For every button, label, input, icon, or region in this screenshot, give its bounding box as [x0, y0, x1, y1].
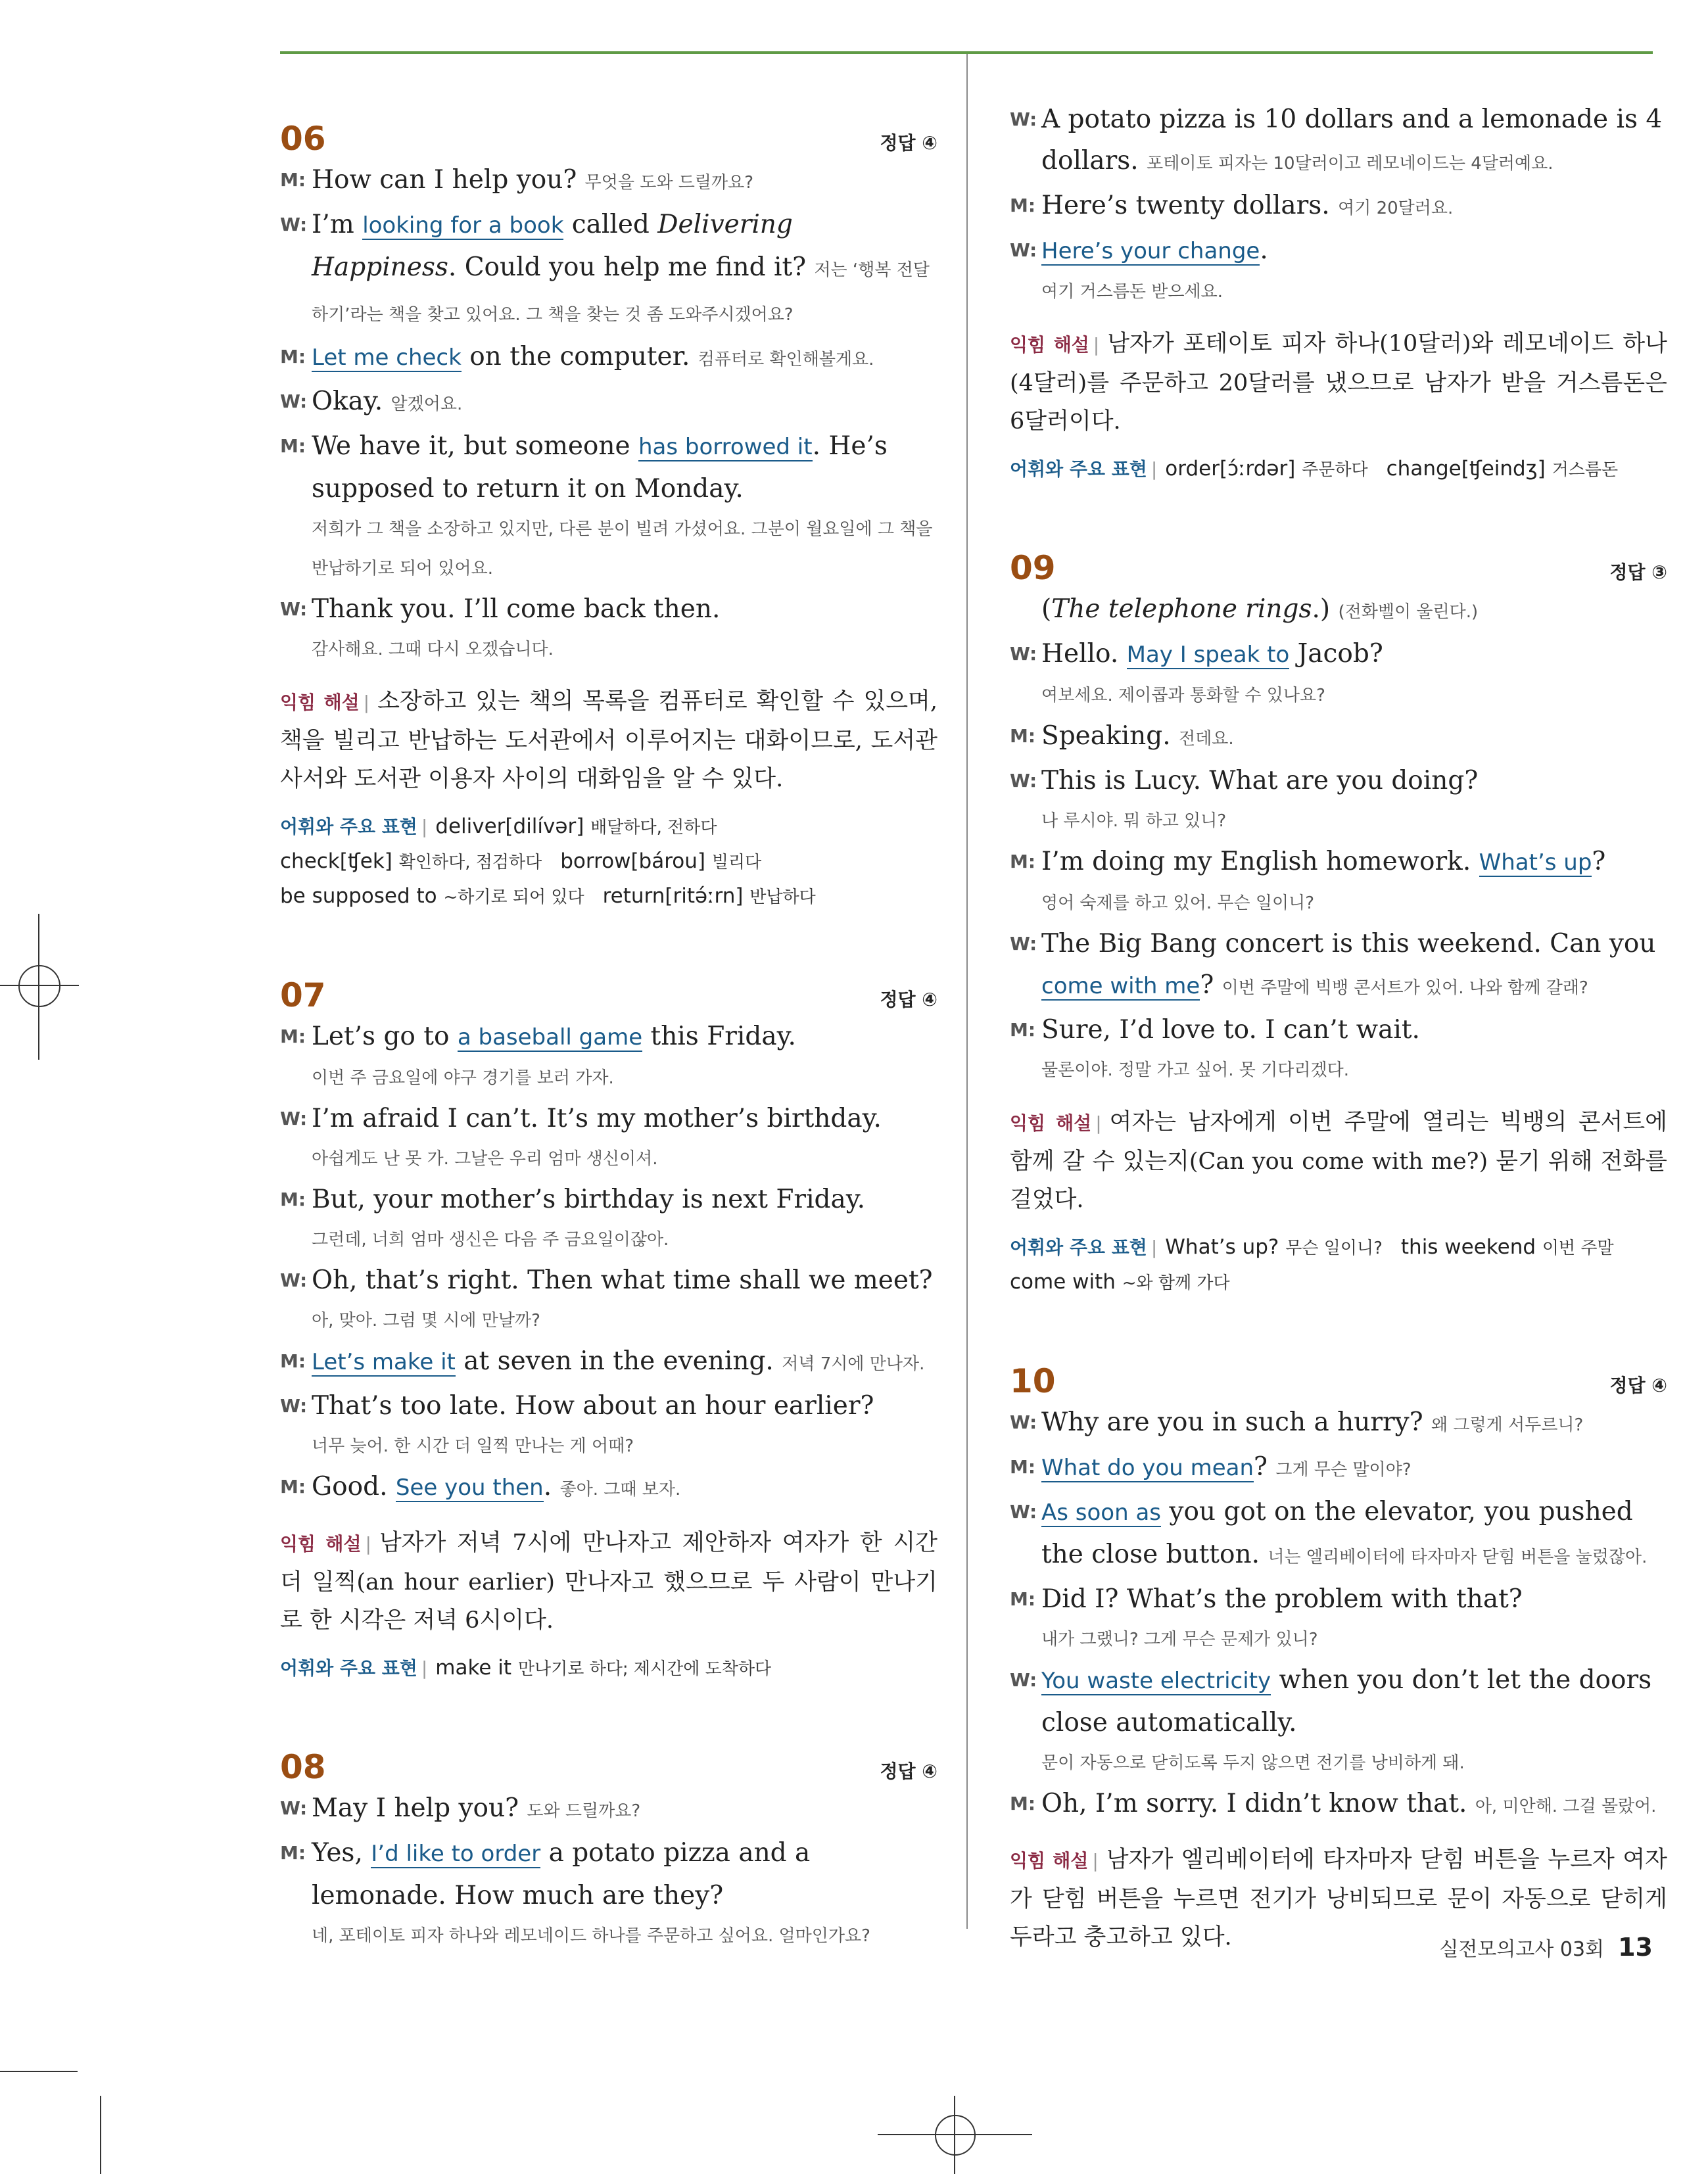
vocab-word: What’s up? [1165, 1235, 1279, 1259]
vocab-word: be supposed to [280, 884, 437, 908]
vocab-word: change[ʧeindʒ] [1386, 457, 1546, 481]
dialogue-text: . [543, 1472, 560, 1501]
italic-title: Delivering Happiness [312, 210, 793, 282]
dialogue-line [1010, 1446, 1667, 1491]
speaker-label: W: [1010, 1669, 1037, 1691]
korean-translation: 전데요. [1179, 729, 1234, 749]
vocab-gloss: 빌리다 [711, 853, 762, 872]
speaker-label: M: [1010, 1588, 1036, 1610]
dialogue-text: Did I? What’s the problem with that? [1041, 1584, 1523, 1614]
explanation [1010, 325, 1667, 440]
separator: | [1093, 334, 1100, 356]
vocab-word: borrow[bárou] [560, 849, 705, 873]
dialogue-text: Oh, that’s right. Then what time shall we meet? [312, 1265, 933, 1295]
speaker-label: W: [280, 1108, 308, 1129]
vocab-gloss: ~와 함께 가다 [1122, 1273, 1230, 1293]
question-number: 08 [280, 1748, 326, 1786]
speaker-label: M: [280, 1350, 306, 1372]
korean-translation: 문이 자동으로 닫히도록 두지 않으면 전기를 낭비하게 돼. [1041, 1753, 1465, 1773]
speaker-label: W: [1010, 643, 1037, 665]
speaker-label: M: [1010, 851, 1036, 872]
dialogue-line [1010, 1491, 1667, 1578]
korean-translation: 너무 늦어. 한 시간 더 일찍 만나는 게 어때? [312, 1436, 634, 1456]
dialogue-text: I’m doing my English homework. [1041, 847, 1479, 876]
dialogue-text: . [1260, 235, 1268, 265]
korean-translation: 나 루시야. 뭐 하고 있니? [1041, 811, 1227, 831]
dialogue-line [280, 425, 937, 509]
key-expression: Here’s your change [1041, 238, 1260, 264]
speaker-label: M: [1010, 1793, 1036, 1814]
vocab-item [1387, 452, 1618, 487]
speaker-label: W: [1010, 239, 1037, 261]
vocab-word: come with [1010, 1270, 1116, 1294]
dialogue-text: Speaking. [1041, 721, 1179, 751]
question-number: 09 [1010, 549, 1056, 587]
speaker-label: M: [1010, 195, 1036, 216]
answer-label: 정답 ④ [880, 132, 937, 154]
dialogue-line [1010, 715, 1667, 760]
vocab-gloss: 주문하다 [1302, 460, 1368, 480]
dialogue-line [280, 1832, 937, 1916]
dialogue-line [280, 159, 937, 204]
vocab-item [1010, 1265, 1230, 1300]
right-column [1010, 99, 1667, 1997]
korean-translation: 내가 그랬니? 그게 무슨 문제가 있니? [1041, 1630, 1318, 1649]
page-number: 13 [1618, 1933, 1653, 1962]
korean-translation: 저희가 그 책을 소장하고 있지만, 다른 분이 빌려 가셨어요. 그분이 월요일에 그 책을 반납하기로 되어 있어요. [312, 519, 933, 579]
explanation-label: 익힘 해설 [1010, 334, 1089, 356]
korean-translation: 알겠어요. [391, 394, 463, 414]
dialogue-line [1010, 633, 1667, 676]
vocabulary-box [280, 1651, 937, 1686]
speaker-label: M: [280, 1026, 306, 1047]
korean-translation: 여기 20달러요. [1338, 199, 1454, 218]
dialogue-line [280, 1787, 937, 1832]
key-expression: I’d like to order [371, 1841, 541, 1867]
separator: | [365, 1533, 371, 1555]
dialogue-text: you got on the elevator, you pushed the close button. [1041, 1497, 1633, 1569]
dialogue-text: . Could you help me find it? [448, 252, 815, 282]
vocab-item [435, 1651, 771, 1686]
dialogue-line [1010, 229, 1667, 272]
dialogue-text: a potato pizza and a lemonade. How much are they? [312, 1838, 811, 1910]
vocab-gloss: 거스름돈 [1552, 460, 1619, 480]
speaker-label: W: [280, 390, 308, 412]
dialogue-text: How can I help you? [312, 165, 585, 195]
dialogue-line [280, 1098, 937, 1139]
vocab-gloss: 배달하다, 전하다 [590, 818, 717, 838]
dialogue-text: Here’s twenty dollars. [1041, 191, 1339, 220]
explanation-text: 남자가 저녁 7시에 만나자고 제안하자 여자가 한 시간 더 일찍(an hour earlier) 만나자고 했으므로 두 사람이 만나기로 한 시각은 저녁 6시이다. [280, 1530, 937, 1634]
vocab-item [1165, 452, 1367, 487]
korean-translation: 컴퓨터로 확인해볼게요. [698, 350, 874, 369]
dialogue-line [280, 336, 937, 381]
question-number: 06 [280, 120, 326, 158]
stage-direction [1010, 588, 1667, 633]
korean-translation: 이번 주말에 빅뱅 콘서트가 있어. 나와 함께 갈래? [1222, 978, 1588, 998]
explanation-label: 익힘 해설 [1010, 1112, 1092, 1134]
dialogue-line [1010, 1659, 1667, 1743]
vocab-item [435, 810, 717, 845]
dialogue-text: on the computer. [461, 342, 698, 371]
question-number: 07 [280, 976, 326, 1014]
dialogue-line [280, 1260, 937, 1301]
key-expression: a baseball game [457, 1024, 643, 1051]
section-header [280, 1727, 937, 1784]
korean-translation: 그런데, 너희 엄마 생신은 다음 주 금요일이잖아. [312, 1230, 669, 1250]
dialogue-line [1010, 760, 1667, 801]
speaker-label: W: [280, 598, 308, 620]
explanation-label: 익힘 해설 [280, 1533, 362, 1555]
vocab-item [280, 845, 542, 880]
korean-translation: 너는 엘리베이터에 타자마자 닫힘 버튼을 눌렀잖아. [1268, 1548, 1648, 1567]
registration-mark [935, 2115, 976, 2156]
korean-translation: 저녁 7시에 만나자. [782, 1354, 925, 1374]
separator: | [421, 1657, 428, 1679]
section-header [1010, 528, 1667, 587]
question-number: 10 [1010, 1362, 1056, 1400]
korean-translation: 네, 포테이토 피자 하나와 레모네이드 하나를 주문하고 싶어요. 얼마인가요? [312, 1926, 870, 1946]
dialogue-line [280, 1385, 937, 1427]
dialogue-line [280, 1179, 937, 1220]
answer-label: 정답 ③ [1609, 561, 1667, 583]
korean-translation: 아, 미안해. 그걸 몰랐어. [1475, 1797, 1657, 1816]
vocab-item [1401, 1231, 1614, 1265]
explanation-text: 남자가 엘리베이터에 타자마자 닫힘 버튼을 누르자 여자가 닫힘 버튼을 누르면 전기가 낭비되므로 문이 자동으로 닫히게 두라고 충고하고 있다. [1010, 1847, 1667, 1950]
explanation-label: 익힘 해설 [1010, 1850, 1089, 1872]
speaker-label: W: [1010, 1411, 1037, 1433]
key-expression: See you then [395, 1475, 544, 1501]
dialogue-text: Sure, I’d love to. I can’t wait. [1041, 1015, 1420, 1045]
speaker-label: W: [280, 1269, 308, 1291]
key-expression: come with me [1041, 973, 1200, 999]
dialogue-text: ( [1041, 594, 1052, 624]
vocab-word: make it [435, 1656, 512, 1680]
vocab-gloss: 확인하다, 점검하다 [398, 853, 542, 872]
korean-translation: 아, 맞아. 그럼 몇 시에 만날까? [312, 1311, 540, 1331]
speaker-label: M: [280, 435, 306, 457]
korean-translation: 여기 거스름돈 받으세요. [1041, 282, 1223, 302]
vocab-word: check[ʧek] [280, 849, 392, 873]
korean-translation: 물론이야. 정말 가고 싶어. 못 기다리겠다. [1041, 1060, 1349, 1080]
dialogue-text: ? [1254, 1452, 1276, 1482]
dialogue-text: this Friday. [642, 1022, 796, 1051]
separator: | [1151, 1237, 1158, 1258]
dialogue-section [1010, 99, 1667, 487]
speaker-label: W: [280, 214, 308, 235]
dialogue-line [1010, 1009, 1667, 1051]
explanation [280, 682, 937, 798]
dialogue-section [1010, 1341, 1667, 1956]
dialogue-section [280, 1727, 937, 1956]
key-expression: looking for a book [362, 212, 564, 239]
crop-mark [100, 2096, 101, 2174]
speaker-label: W: [1010, 770, 1037, 792]
korean-translation: 좋아. 그때 보자. [559, 1480, 681, 1500]
dialogue-text: A potato pizza is 10 dollars and a lemonade is 4 dollars. [1041, 105, 1663, 176]
key-expression: As soon as [1041, 1500, 1162, 1526]
answer-label: 정답 ④ [880, 989, 937, 1010]
speaker-label: M: [1010, 1019, 1036, 1041]
speaker-label: W: [1010, 108, 1037, 130]
vocab-gloss: 반납하다 [749, 887, 816, 907]
section-header [280, 99, 937, 158]
dialogue-text: Why are you in such a hurry? [1041, 1407, 1432, 1437]
key-expression: has borrowed it [638, 434, 813, 460]
vocab-word: return[ritə́ːrn] [602, 884, 744, 908]
vocabulary-label: 어휘와 주요 표현 [280, 816, 417, 838]
vocab-word: deliver[dilívər] [435, 815, 584, 838]
dialogue-text: when you don’t let the doors close automatically. [1041, 1665, 1652, 1737]
dialogue-text: May I help you? [312, 1793, 527, 1823]
korean-translation: 저는 ‘행복 전달하기’라는 책을 찾고 있어요. 그 책을 찾는 것 좀 도와주시겠어요? [312, 260, 930, 325]
dialogue-text: Let’s go to [312, 1022, 458, 1051]
vocab-gloss: 만나기로 하다; 제시간에 도착하다 [517, 1659, 772, 1679]
dialogue-line [1010, 841, 1667, 884]
speaker-label: M: [1010, 1456, 1036, 1478]
separator: | [1151, 458, 1158, 480]
korean-translation: 그게 무슨 말이야? [1275, 1460, 1411, 1480]
dialogue-text: I’m afraid I can’t. It’s my mother’s birthday. [312, 1104, 882, 1133]
dialogue-text: at seven in the evening. [455, 1346, 782, 1376]
separator: | [1092, 1850, 1099, 1872]
dialogue-text: ? [1592, 847, 1606, 876]
vocab-item [1165, 1231, 1383, 1265]
explanation-text: 소장하고 있는 책의 목록을 컴퓨터로 확인할 수 있으며, 책을 빌리고 반납하는 도서관에서 이루어지는 대화이므로, 도서관 사서와 도서관 이용자 사이의 대화임을 알 수 있다. [280, 688, 937, 792]
speaker-label: M: [280, 1842, 306, 1864]
korean-translation: (전화벨이 울린다.) [1338, 602, 1479, 622]
key-expression: Let me check [312, 344, 462, 371]
section-header [280, 955, 937, 1012]
korean-translation: 영어 숙제를 하고 있어. 무슨 일이니? [1041, 893, 1315, 913]
italic-title: The telephone rings [1051, 594, 1312, 624]
speaker-label: M: [280, 1189, 306, 1210]
key-expression: What’s up [1479, 849, 1592, 876]
separator: | [363, 692, 370, 713]
dialogue-line [280, 1340, 937, 1385]
answer-label: 정답 ④ [1609, 1375, 1667, 1396]
vocabulary-box [1010, 452, 1667, 487]
explanation-text: 남자가 포테이토 피자 하나(10달러)와 레모네이드 하나(4달러)를 주문하고 20달러를 냈으므로 남자가 받을 거스름돈은 6달러이다. [1010, 331, 1667, 435]
vocab-gloss: ~하기로 되어 있다 [443, 887, 584, 907]
crop-mark [0, 2071, 78, 2072]
answer-label: 정답 ④ [880, 1760, 937, 1782]
dialogue-text: The Big Bang concert is this weekend. Can you [1041, 929, 1656, 958]
dialogue-text: Good. [312, 1472, 396, 1501]
dialogue-section [280, 99, 937, 914]
dialogue-text: Hello. [1041, 639, 1127, 669]
dialogue-line [280, 1016, 937, 1058]
vocabulary-box [280, 810, 937, 914]
vocab-word: order[ɔ́ːrdər] [1165, 457, 1296, 481]
dialogue-text: I’m [312, 210, 363, 239]
separator: | [1095, 1112, 1102, 1134]
vocab-item [560, 845, 761, 880]
explanation-label: 익힘 해설 [280, 692, 360, 713]
column-divider [966, 54, 968, 1929]
korean-translation: 도와 드릴까요? [527, 1801, 641, 1821]
dialogue-section [1010, 528, 1667, 1300]
registration-mark [18, 965, 60, 1007]
dialogue-text: Oh, I’m sorry. I didn’t know that. [1041, 1789, 1475, 1818]
vocabulary-label: 어휘와 주요 표현 [280, 1657, 417, 1679]
korean-translation: 감사해요. 그때 다시 오겠습니다. [312, 640, 554, 659]
dialogue-text: . He’s supposed to return it on Monday. [312, 431, 888, 504]
dialogue-line [280, 588, 937, 630]
footer-title: 실전모의고사 03회 [1439, 1938, 1605, 1961]
dialogue-line [1010, 1783, 1667, 1828]
vocab-item [603, 880, 816, 914]
korean-translation: 무엇을 도와 드릴까요? [584, 173, 754, 193]
dialogue-text: ? [1200, 970, 1222, 1000]
vocab-gloss: 이번 주말 [1542, 1239, 1614, 1258]
explanation [1010, 1103, 1667, 1219]
key-expression: Let’s make it [312, 1349, 456, 1375]
korean-translation: 왜 그렇게 서두르니? [1431, 1415, 1584, 1435]
dialogue-text: Okay. [312, 387, 391, 416]
dialogue-line [1010, 99, 1667, 185]
section-header [1010, 1341, 1667, 1398]
dialogue-text: But, your mother’s birthday is next Friday. [312, 1185, 866, 1214]
dialogue-line [1010, 1578, 1667, 1620]
vocab-gloss: 무슨 일이니? [1285, 1239, 1383, 1258]
key-expression: You waste electricity [1041, 1668, 1271, 1694]
vocabulary-label: 어휘와 주요 표현 [1010, 458, 1147, 480]
dialogue-text: .) [1312, 594, 1339, 624]
speaker-label: M: [280, 346, 306, 367]
dialogue-text: This is Lucy. What are you doing? [1041, 766, 1479, 795]
dialogue-line [1010, 923, 1667, 1009]
speaker-label: W: [1010, 933, 1037, 955]
separator: | [421, 816, 428, 838]
left-column [280, 99, 937, 1997]
dialogue-line [280, 381, 937, 425]
speaker-label: M: [280, 169, 306, 191]
key-expression: May I speak to [1126, 642, 1290, 668]
key-expression: What do you mean [1041, 1455, 1254, 1481]
dialogue-line [280, 204, 937, 336]
korean-translation: 이번 주 금요일에 야구 경기를 보러 가자. [312, 1068, 614, 1088]
dialogue-text: That’s too late. How about an hour earlier? [312, 1391, 874, 1421]
speaker-label: W: [280, 1797, 308, 1819]
speaker-label: W: [280, 1395, 308, 1417]
explanation [280, 1524, 937, 1640]
speaker-label: M: [1010, 725, 1036, 747]
dialogue-text: Jacob? [1289, 639, 1383, 669]
dialogue-text: Yes, [312, 1838, 371, 1868]
dialogue-section [280, 955, 937, 1686]
vocab-word: this weekend [1400, 1235, 1536, 1259]
page-footer [1420, 1933, 1653, 1962]
vocabulary-box [1010, 1231, 1667, 1300]
korean-translation: 아쉽게도 난 못 가. 그날은 우리 엄마 생신이셔. [312, 1149, 658, 1169]
explanation-text: 여자는 남자에게 이번 주말에 열리는 빅뱅의 콘서트에 함께 갈 수 있는지(Can you come with me?) 묻기 위해 전화를 걸었다. [1010, 1109, 1667, 1213]
speaker-label: W: [1010, 1501, 1037, 1523]
dialogue-text: called [563, 210, 658, 239]
dialogue-line [1010, 1402, 1667, 1446]
dialogue-line [280, 1466, 937, 1511]
vocabulary-label: 어휘와 주요 표현 [1010, 1237, 1147, 1258]
dialogue-line [1010, 185, 1667, 229]
speaker-label: M: [280, 1476, 306, 1498]
dialogue-text: Thank you. I’ll come back then. [312, 594, 721, 624]
korean-translation: 여보세요. 제이콥과 통화할 수 있나요? [1041, 686, 1325, 705]
dialogue-text: We have it, but someone [312, 431, 638, 461]
korean-translation: 포테이토 피자는 10달러이고 레모네이드는 4달러예요. [1147, 154, 1554, 174]
vocab-item [280, 880, 584, 914]
